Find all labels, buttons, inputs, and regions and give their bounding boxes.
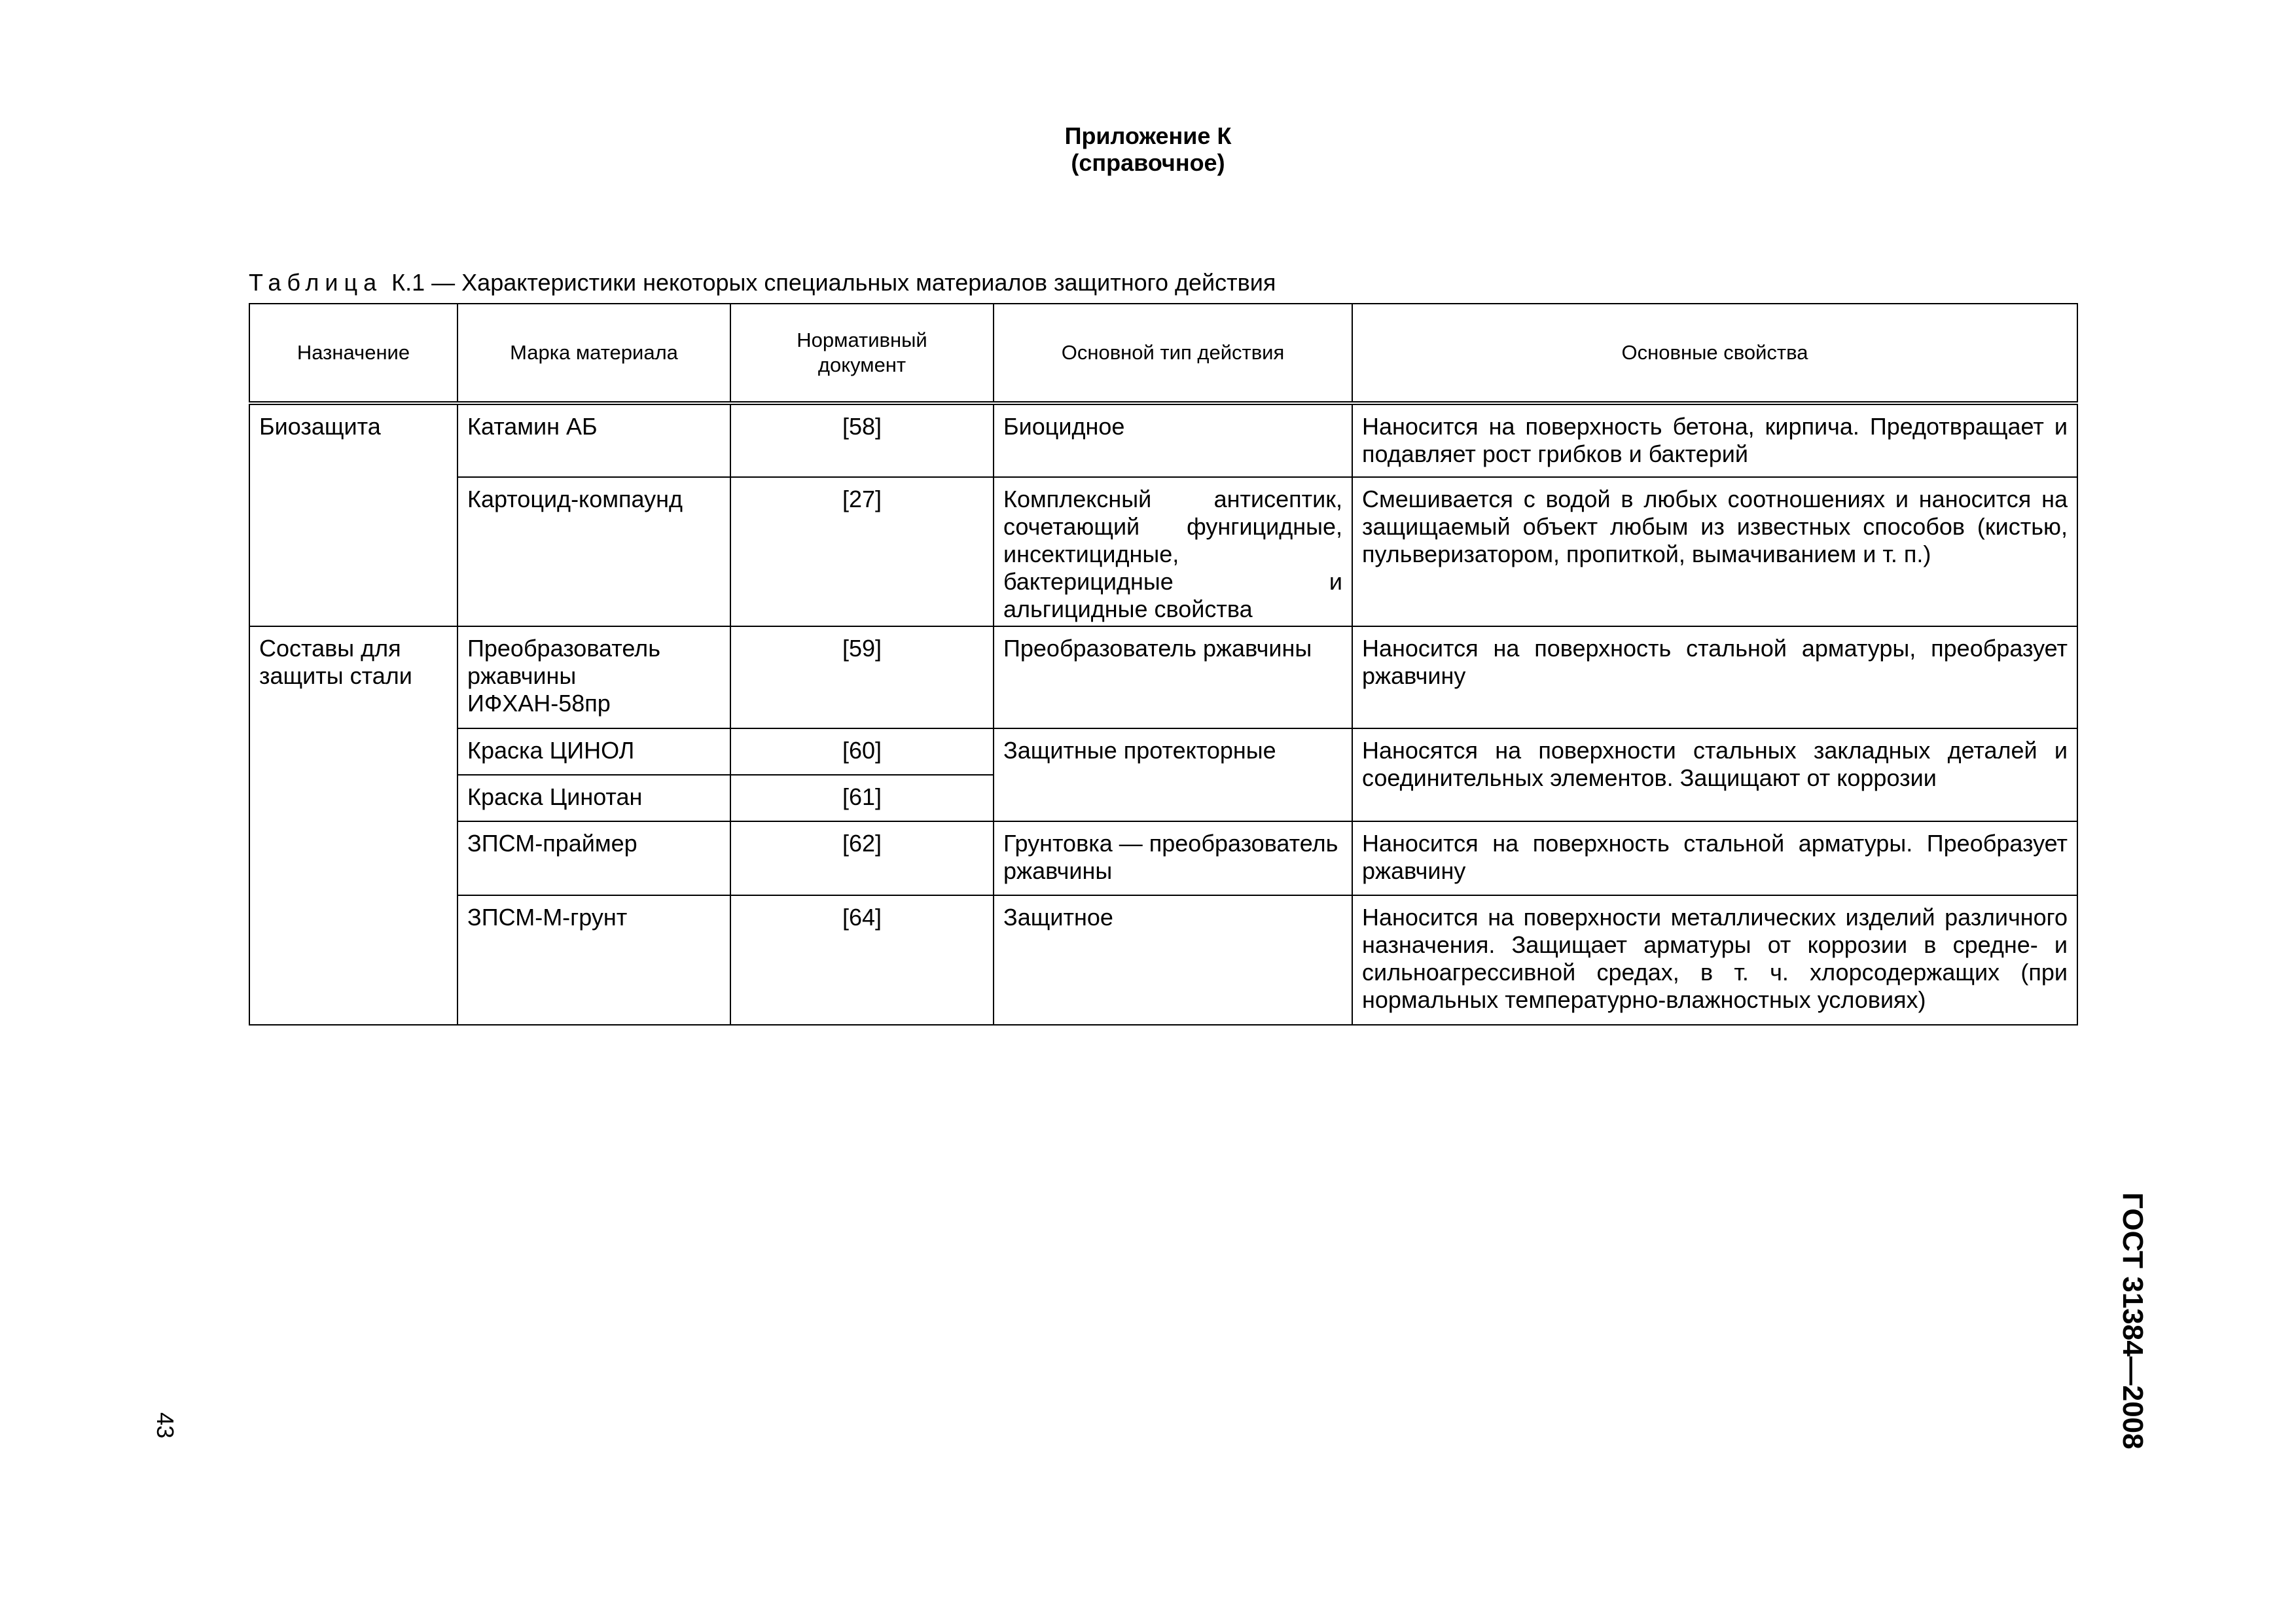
- action-cell: Грунтовка — преобразователь ржавчины: [994, 821, 1352, 895]
- table-row: [249, 477, 2077, 626]
- action-cell: Защитное: [994, 895, 1352, 1025]
- column-header-document: Нормативный документ: [730, 304, 994, 403]
- table-row: [249, 403, 2077, 477]
- properties-cell: Наносятся на поверхности стальных закладных деталей и соединительных элементов. Защищают от коррозии: [1352, 728, 2077, 821]
- action-cell: Преобразователь ржавчины: [994, 626, 1352, 728]
- properties-cell: Смешивается с водой в любых соотношениях и наносится на защищаемый объект любым из известных способов (кистью, пульверизатором, пропиткой, вымачиванием и т. п.): [1352, 477, 2077, 626]
- column-header-material: Марка материала: [457, 304, 730, 403]
- material-cell: ЗПСМ-М-грунт: [457, 895, 730, 1025]
- appendix-title: Приложение К: [1064, 122, 1232, 149]
- document-cell: [62]: [730, 821, 994, 895]
- table-row: [249, 821, 2077, 895]
- table-row: [249, 728, 2077, 775]
- material-cell: Краска ЦИНОЛ: [457, 728, 730, 775]
- material-cell: Катамин АБ: [457, 403, 730, 477]
- document-cell: [58]: [730, 403, 994, 477]
- table-caption: [249, 270, 1276, 296]
- table-caption-text: К.1 — Характеристики некоторых специальных материалов защитного действия: [391, 269, 1276, 296]
- group-cell-steel-protection: Составы для защиты стали: [249, 626, 457, 1025]
- materials-table: [249, 303, 2078, 1026]
- table-row: [249, 626, 2077, 728]
- table-header-row: [249, 304, 2077, 403]
- material-cell: Преобразователь ржавчины ИФХАН-58пр: [457, 626, 730, 728]
- column-header-action: Основной тип действия: [994, 304, 1352, 403]
- appendix-subtitle: (справочное): [1071, 149, 1225, 176]
- document-cell: [59]: [730, 626, 994, 728]
- properties-cell: Наносится на поверхности металлических изделий различного назначения. Защищает арматуры от коррозии в средне- и сильноагрессивной средах, в т. ч. хлорсодержащих (при нормальных температурно-влажностных условиях): [1352, 895, 2077, 1025]
- action-cell: Защитные протекторные: [994, 728, 1352, 821]
- material-cell: Картоцид-компаунд: [457, 477, 730, 626]
- group-cell-biozashchita: Биозащита: [249, 403, 457, 626]
- material-cell: Краска Цинотан: [457, 775, 730, 821]
- document-cell: [27]: [730, 477, 994, 626]
- table-row: [249, 895, 2077, 1025]
- document-cell: [64]: [730, 895, 994, 1025]
- properties-cell: Наносится на поверхность стальной арматуры. Преобразует ржавчину: [1352, 821, 2077, 895]
- table-caption-label: Таблица: [249, 269, 383, 296]
- action-cell: Биоцидное: [994, 403, 1352, 477]
- properties-cell: Наносится на поверхность стальной арматуры, преобразует ржавчину: [1352, 626, 2077, 728]
- document-cell: [61]: [730, 775, 994, 821]
- properties-cell: Наносится на поверхность бетона, кирпича. Предотвращает и подавляет рост грибков и бактерий: [1352, 403, 2077, 477]
- column-header-purpose: Назначение: [249, 304, 457, 403]
- document-code: ГОСТ 31384—2008: [2117, 1192, 2149, 1450]
- action-cell: Комплексный антисептик, сочетающий фунгицидные, инсектицидные, бактерицидные и альгицидные свойства: [994, 477, 1352, 626]
- document-cell: [60]: [730, 728, 994, 775]
- page-number: 43: [152, 1412, 179, 1439]
- material-cell: ЗПСМ-праймер: [457, 821, 730, 895]
- column-header-properties: Основные свойства: [1352, 304, 2077, 403]
